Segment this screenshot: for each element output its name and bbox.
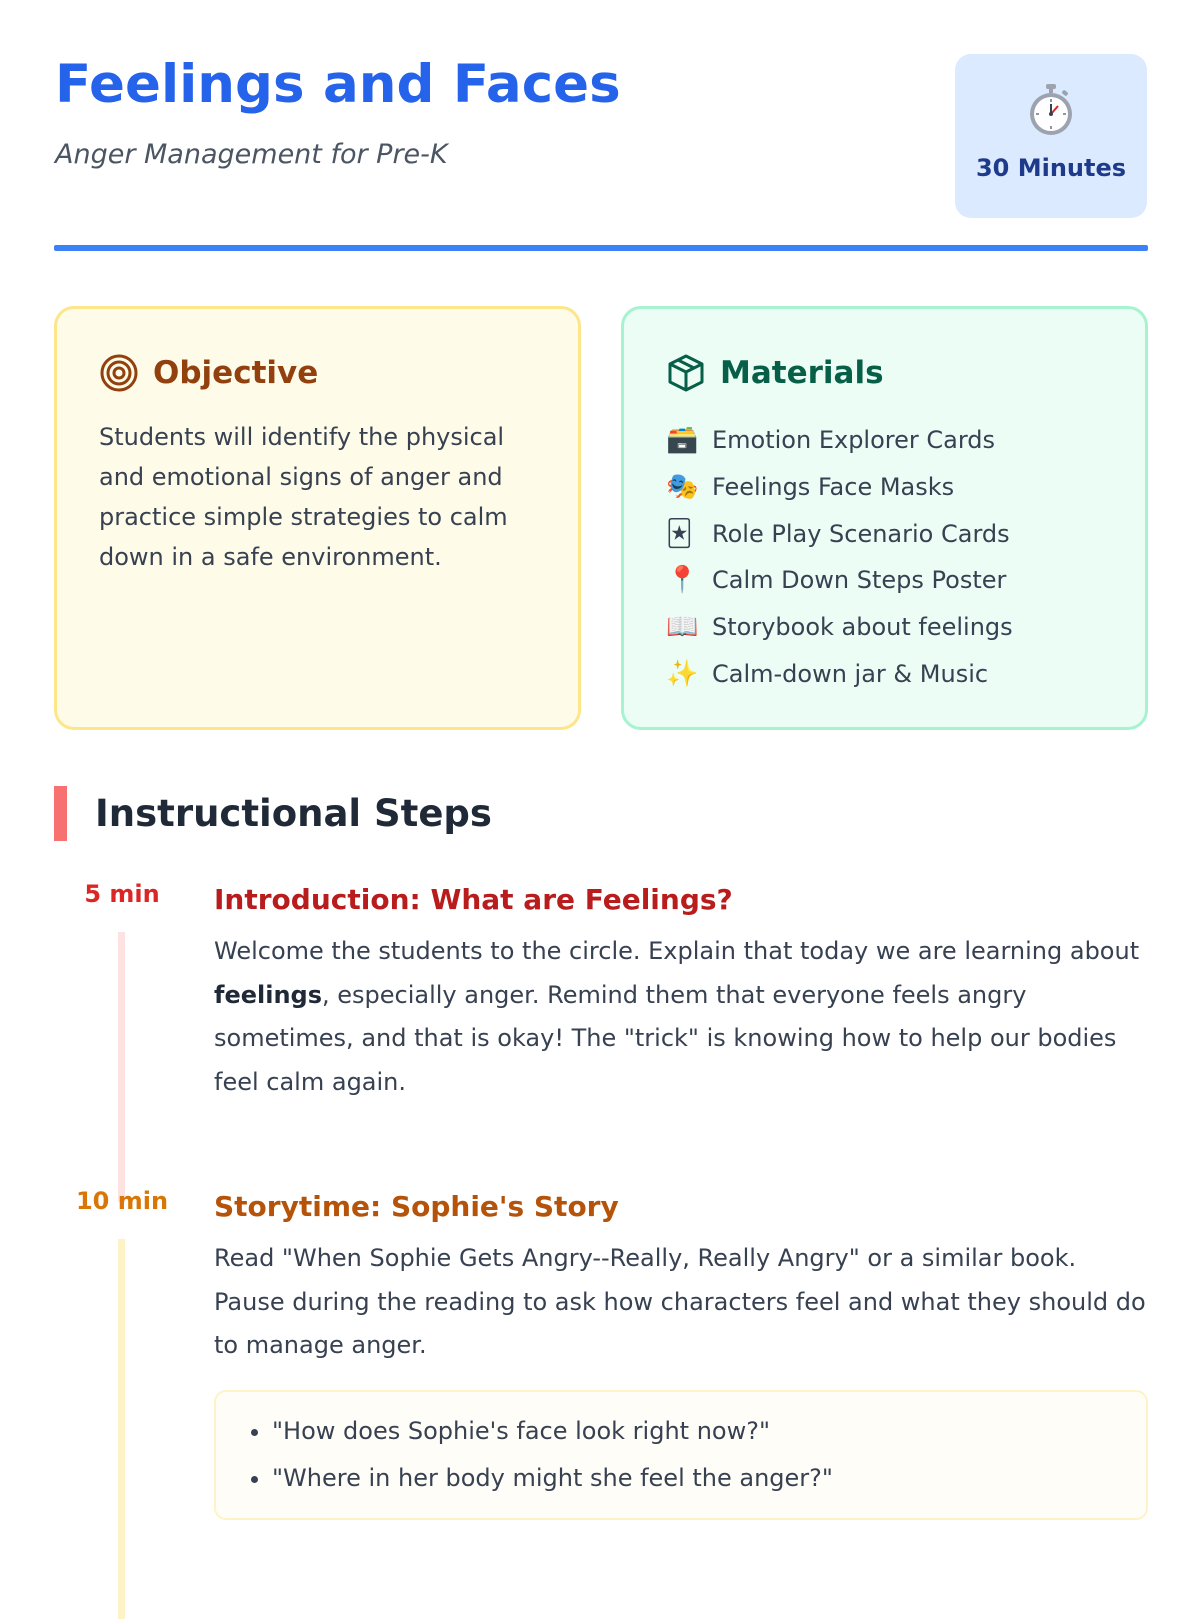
steps-section-header <box>54 786 492 841</box>
materials-list <box>666 417 1013 697</box>
step-description <box>214 930 1148 1104</box>
objective-text: Students will identify the physical and emotional signs of anger and practice simple strategies to calm down in a safe environment. <box>99 423 508 571</box>
step-text-emphasis: feelings <box>214 980 322 1009</box>
step-text-part: Welcome the students to the circle. Explain that today we are learning about <box>214 937 1140 965</box>
stopwatch-icon <box>1027 82 1075 138</box>
step-title: Storytime: Sophie's Story <box>214 1190 619 1223</box>
header <box>55 52 1147 222</box>
list-item <box>666 464 1013 511</box>
materials-header <box>666 351 884 395</box>
card-file-box-icon: 🗃️ <box>666 425 699 456</box>
material-label: Calm-down jar & Music <box>712 659 989 688</box>
material-label: Emotion Explorer Cards <box>712 426 996 455</box>
section-accent-bar <box>54 786 67 841</box>
target-icon <box>99 353 139 393</box>
duration-badge <box>955 54 1147 218</box>
timeline-line <box>118 932 125 1202</box>
list-item: • "How does Sophie's face look right now?" <box>272 1408 1146 1455</box>
book-icon: 📖 <box>666 612 699 643</box>
duration-label: 30 Minutes <box>975 154 1127 182</box>
objective-header <box>99 351 318 395</box>
step-duration: 10 min <box>75 1187 169 1215</box>
question-list <box>216 1408 1146 1502</box>
section-heading: Instructional Steps <box>95 792 492 835</box>
objective-heading: Objective <box>153 355 319 391</box>
step-text-part: , especially anger. Remind them that everyone feels angry sometimes, and that is okay! The "trick" is knowing how to help our bodies feel calm again. <box>214 980 1117 1096</box>
materials-heading: Materials <box>720 355 884 391</box>
material-label: Feelings Face Masks <box>712 473 955 502</box>
sparkles-icon: ✨ <box>666 658 699 689</box>
list-item <box>666 557 1013 604</box>
material-label: Calm Down Steps Poster <box>712 566 1007 595</box>
package-icon <box>666 353 706 393</box>
list-item <box>666 604 1013 651</box>
step-duration: 5 min <box>84 880 160 908</box>
list-item <box>666 650 1013 697</box>
timeline-line <box>118 1239 125 1619</box>
step-title: Introduction: What are Feelings? <box>214 883 733 916</box>
discussion-questions <box>214 1390 1148 1520</box>
list-item: • "Where in her body might she feel the anger?" <box>272 1455 1146 1502</box>
list-item <box>666 510 1013 557</box>
materials-card <box>621 306 1148 730</box>
objective-card <box>54 306 581 730</box>
masks-icon: 🎭 <box>666 472 699 503</box>
page-subtitle: Anger Management for Pre-K <box>55 139 448 170</box>
step-description: Read "When Sophie Gets Angry--Really, Really Angry" or a similar book. Pause during the reading to ask how characters feel and what they should do to manage anger. <box>214 1244 1146 1359</box>
page-title: Feelings and Faces <box>55 54 621 115</box>
pin-icon: 📍 <box>666 565 699 596</box>
step-body <box>214 880 1148 1104</box>
material-label: Role Play Scenario Cards <box>712 519 1010 548</box>
material-label: Storybook about feelings <box>712 613 1013 642</box>
card-icon: 🃏 <box>666 518 693 549</box>
list-item <box>666 417 1013 464</box>
step-body <box>214 1187 1148 1520</box>
header-divider <box>54 245 1148 251</box>
